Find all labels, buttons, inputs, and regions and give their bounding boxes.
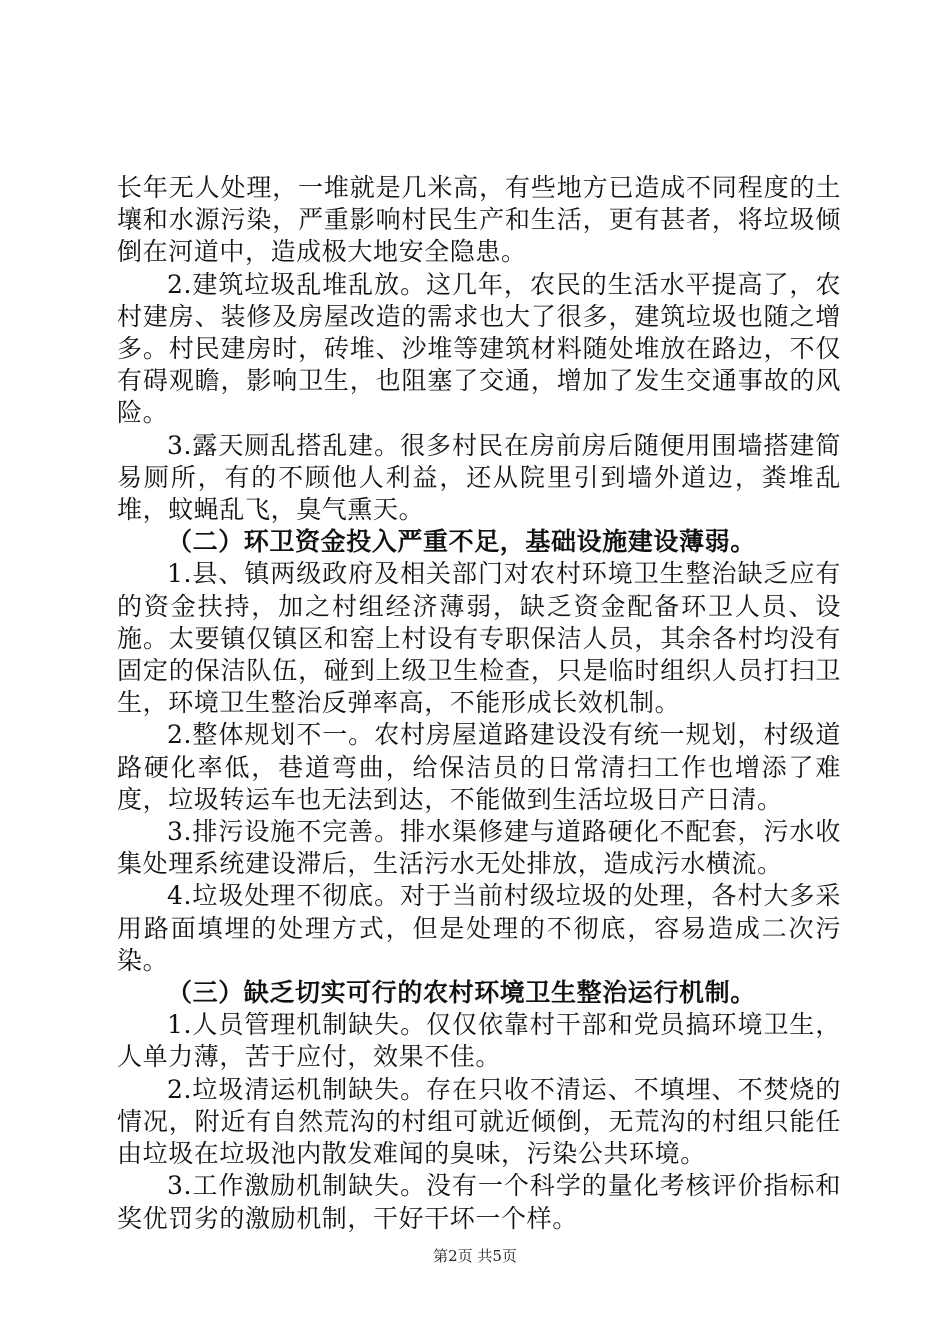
paragraph-8: 1.人员管理机制缺失。仅仅依靠村干部和党员搞环境卫生，人单力薄，苦于应付，效果不佳。 bbox=[117, 1010, 841, 1072]
paragraph-1: 长年无人处理，一堆就是几米高，有些地方已造成不同程度的土壤和水源污染，严重影响村民生产和生活，更有甚者，将垃圾倾倒在河道中，造成极大地安全隐患。 bbox=[117, 173, 841, 267]
paragraph-2: 2.建筑垃圾乱堆乱放。这几年，农民的生活水平提高了，农村建房、装修及房屋改造的需求也大了很多，建筑垃圾也随之增多。村民建房时，砖堆、沙堆等建筑材料随处堆放在路边，不仅有碍观瞻，影响卫生，也阻塞了交通，增加了发生交通事故的风险。 bbox=[117, 269, 841, 428]
paragraph-3: 3.露天厕乱搭乱建。很多村民在房前房后随便用围墙搭建简易厕所，有的不顾他人利益，还从院里引到墙外道边，粪堆乱堆，蚊蝇乱飞，臭气熏天。 bbox=[117, 430, 841, 525]
section-heading-2: （二）环卫资金投入严重不足，基础设施建设薄弱。 bbox=[167, 527, 756, 557]
paragraph-9: 2.垃圾清运机制缺失。存在只收不清运、不填埋、不焚烧的情况，附近有自然荒沟的村组可就近倾倒，无荒沟的村组只能任由垃圾在垃圾池内散发难闻的臭味，污染公共环境。 bbox=[117, 1074, 841, 1169]
paragraph-4: 1.县、镇两级政府及相关部门对农村环境卫生整治缺乏应有的资金扶持，加之村组经济薄弱，缺乏资金配备环卫人员、设施。太要镇仅镇区和窑上村设有专职保洁人员，其余各村均没有固定的保洁队伍，碰到上级卫生检查，只是临时组织人员打扫卫生，环境卫生整治反弹率高，不能形成长效机制。 bbox=[117, 559, 841, 718]
paragraph-10: 3.工作激励机制缺失。没有一个科学的量化考核评价指标和奖优罚劣的激励机制，干好干坏一个样。 bbox=[117, 1171, 841, 1233]
paragraph-7: 4.垃圾处理不彻底。对于当前村级垃圾的处理，各村大多采用路面填埋的处理方式，但是处理的不彻底，容易造成二次污染。 bbox=[117, 881, 841, 975]
page-number-footer: 第2页 共5页 bbox=[433, 1247, 517, 1265]
document-body bbox=[117, 172, 841, 1235]
section-heading-3: （三）缺乏切实可行的农村环境卫生整治运行机制。 bbox=[167, 978, 756, 1008]
paragraph-6: 3.排污设施不完善。排水渠修建与道路硬化不配套，污水收集处理系统建设滞后，生活污水无处排放，造成污水横流。 bbox=[117, 817, 841, 879]
paragraph-5: 2.整体规划不一。农村房屋道路建设没有统一规划，村级道路硬化率低，巷道弯曲，给保洁员的日常清扫工作也增添了难度，垃圾转运车也无法到达，不能做到生活垃圾日产日清。 bbox=[117, 720, 841, 814]
